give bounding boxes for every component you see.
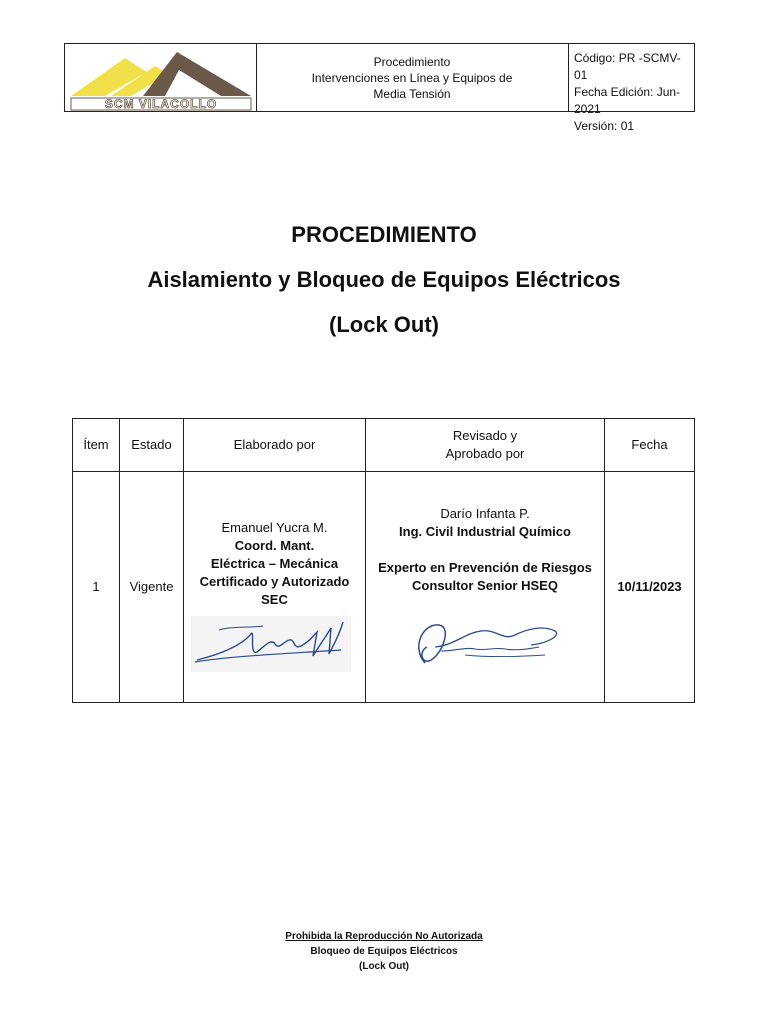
title-line1: PROCEDIMIENTO xyxy=(291,222,477,247)
elaborado-role4: SEC xyxy=(261,592,288,607)
elaborado-block xyxy=(184,519,365,609)
elaborado-role2: Eléctrica – Mecánica xyxy=(210,556,339,571)
company-logo-graphic xyxy=(65,44,256,111)
elaborado-role1: Coord. Mant. xyxy=(234,538,315,553)
revisado-role1: Ing. Civil Industrial Químico xyxy=(399,524,571,539)
company-logo xyxy=(65,44,257,111)
footer-line1: Prohibida la Reproducción No Autorizada xyxy=(285,931,483,942)
doc-version: Versión: 01 xyxy=(574,119,635,133)
header-fecha: Fecha xyxy=(631,437,668,452)
row-item: 1 xyxy=(92,579,100,594)
header-estado: Estado xyxy=(131,437,172,452)
footer-line2: Bloqueo de Equipos Eléctricos xyxy=(310,946,458,957)
document-header xyxy=(64,43,695,133)
elaborado-role3: Certificado y Autorizado xyxy=(199,574,350,589)
title-line3: (Lock Out) xyxy=(329,312,439,337)
doc-edition-date: Fecha Edición: Jun- 2021 xyxy=(574,85,681,116)
title-line2: Aislamiento y Bloqueo de Equipos Eléctricos xyxy=(147,267,621,292)
revisado-role2: Experto en Prevención de Riesgos xyxy=(378,560,592,575)
approval-table xyxy=(72,418,695,703)
document-subject xyxy=(256,44,569,111)
row-fecha: 10/11/2023 xyxy=(617,579,682,594)
footer-line3: (Lock Out) xyxy=(359,961,409,972)
revisado-name: Darío Infanta P. xyxy=(440,506,530,521)
doc-type: Procedimiento xyxy=(373,54,451,69)
row-estado: Vigente xyxy=(129,579,174,594)
header-revisado xyxy=(366,419,604,471)
revisado-block xyxy=(366,505,604,595)
elaborado-signature xyxy=(191,616,351,672)
doc-subject-line1: Intervenciones en Línea y Equipos de xyxy=(311,70,513,85)
revisado-role3: Consultor Senior HSEQ xyxy=(412,578,558,593)
doc-subject-line2: Media Tensión xyxy=(373,86,451,101)
doc-code: Código: PR -SCMV- 01 xyxy=(574,51,681,82)
document-meta xyxy=(569,44,694,133)
footer xyxy=(0,929,768,974)
header-item: Ítem xyxy=(83,437,109,452)
revisado-signature xyxy=(405,617,565,673)
header-revisado-line1: Revisado y xyxy=(452,428,518,443)
header-revisado-line2: Aprobado por xyxy=(445,446,525,461)
elaborado-name: Emanuel Yucra M. xyxy=(221,520,328,535)
header-elaborado: Elaborado por xyxy=(233,437,316,452)
logo-text: SCM VILACOLLO xyxy=(104,97,218,111)
